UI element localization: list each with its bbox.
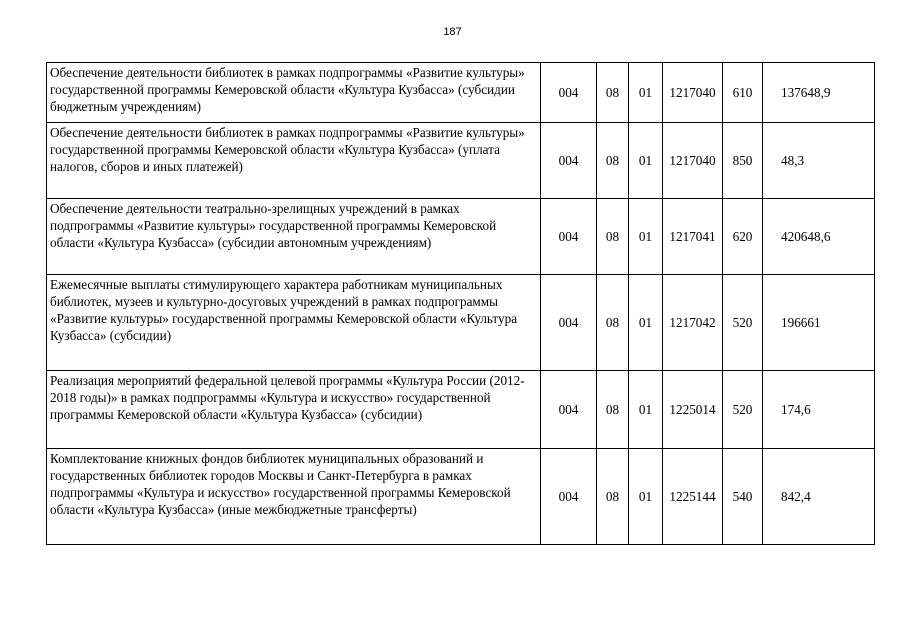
row-description: Реализация мероприятий федеральной целевой программы «Культура России (2012-2018 годы)» в рамках подпрограммы «Культура и искусство» государственной программы Кемеровской области «Культура Кузбасса» (субсидии) bbox=[47, 371, 541, 449]
subsection-code: 01 bbox=[629, 199, 663, 275]
ministry-code: 004 bbox=[541, 371, 597, 449]
table-row bbox=[47, 123, 875, 199]
amount: 174,6 bbox=[763, 371, 875, 449]
section-code: 08 bbox=[597, 199, 629, 275]
target-code: 1217041 bbox=[663, 199, 723, 275]
ministry-code: 004 bbox=[541, 63, 597, 123]
row-description: Ежемесячные выплаты стимулирующего характера работникам муниципальных библиотек, музеев и культурно-досуговых учреждений в рамках подпрограммы «Развитие культуры» государственной программы Кемеровской области «Культура Кузбасса» (субсидии) bbox=[47, 275, 541, 371]
target-code: 1225014 bbox=[663, 371, 723, 449]
amount: 48,3 bbox=[763, 123, 875, 199]
budget-table bbox=[46, 62, 875, 545]
expense-type-code: 610 bbox=[723, 63, 763, 123]
target-code: 1225144 bbox=[663, 449, 723, 545]
section-code: 08 bbox=[597, 275, 629, 371]
amount: 196661 bbox=[763, 275, 875, 371]
target-code: 1217040 bbox=[663, 123, 723, 199]
table-row bbox=[47, 63, 875, 123]
ministry-code: 004 bbox=[541, 275, 597, 371]
target-code: 1217042 bbox=[663, 275, 723, 371]
section-code: 08 bbox=[597, 371, 629, 449]
subsection-code: 01 bbox=[629, 63, 663, 123]
page-number: 187 bbox=[443, 26, 462, 38]
subsection-code: 01 bbox=[629, 123, 663, 199]
table-row bbox=[47, 449, 875, 545]
ministry-code: 004 bbox=[541, 199, 597, 275]
row-description: Обеспечение деятельности театрально-зрелищных учреждений в рамках подпрограммы «Развитие культуры» государственной программы Кемеровской области «Культура Кузбасса» (субсидии автономным учреждениям) bbox=[47, 199, 541, 275]
subsection-code: 01 bbox=[629, 371, 663, 449]
amount: 842,4 bbox=[763, 449, 875, 545]
subsection-code: 01 bbox=[629, 275, 663, 371]
expense-type-code: 850 bbox=[723, 123, 763, 199]
subsection-code: 01 bbox=[629, 449, 663, 545]
table-row bbox=[47, 371, 875, 449]
amount: 137648,9 bbox=[763, 63, 875, 123]
row-description: Обеспечение деятельности библиотек в рамках подпрограммы «Развитие культуры» государственной программы Кемеровской области «Культура Кузбасса» (уплата налогов, сборов и иных платежей) bbox=[47, 123, 541, 199]
target-code: 1217040 bbox=[663, 63, 723, 123]
table-row bbox=[47, 275, 875, 371]
row-description: Комплектование книжных фондов библиотек муниципальных образований и государственных библиотек городов Москвы и Санкт-Петербурга в рамках подпрограммы «Культура и искусство» государственной программы Кемеровской области «Культура Кузбасса» (иные межбюджетные трансферты) bbox=[47, 449, 541, 545]
expense-type-code: 520 bbox=[723, 371, 763, 449]
ministry-code: 004 bbox=[541, 449, 597, 545]
ministry-code: 004 bbox=[541, 123, 597, 199]
expense-type-code: 540 bbox=[723, 449, 763, 545]
section-code: 08 bbox=[597, 449, 629, 545]
table-row bbox=[47, 199, 875, 275]
amount: 420648,6 bbox=[763, 199, 875, 275]
section-code: 08 bbox=[597, 123, 629, 199]
expense-type-code: 620 bbox=[723, 199, 763, 275]
expense-type-code: 520 bbox=[723, 275, 763, 371]
section-code: 08 bbox=[597, 63, 629, 123]
row-description: Обеспечение деятельности библиотек в рамках подпрограммы «Развитие культуры» государственной программы Кемеровской области «Культура Кузбасса» (субсидии бюджетным учреждениям) bbox=[47, 63, 541, 123]
